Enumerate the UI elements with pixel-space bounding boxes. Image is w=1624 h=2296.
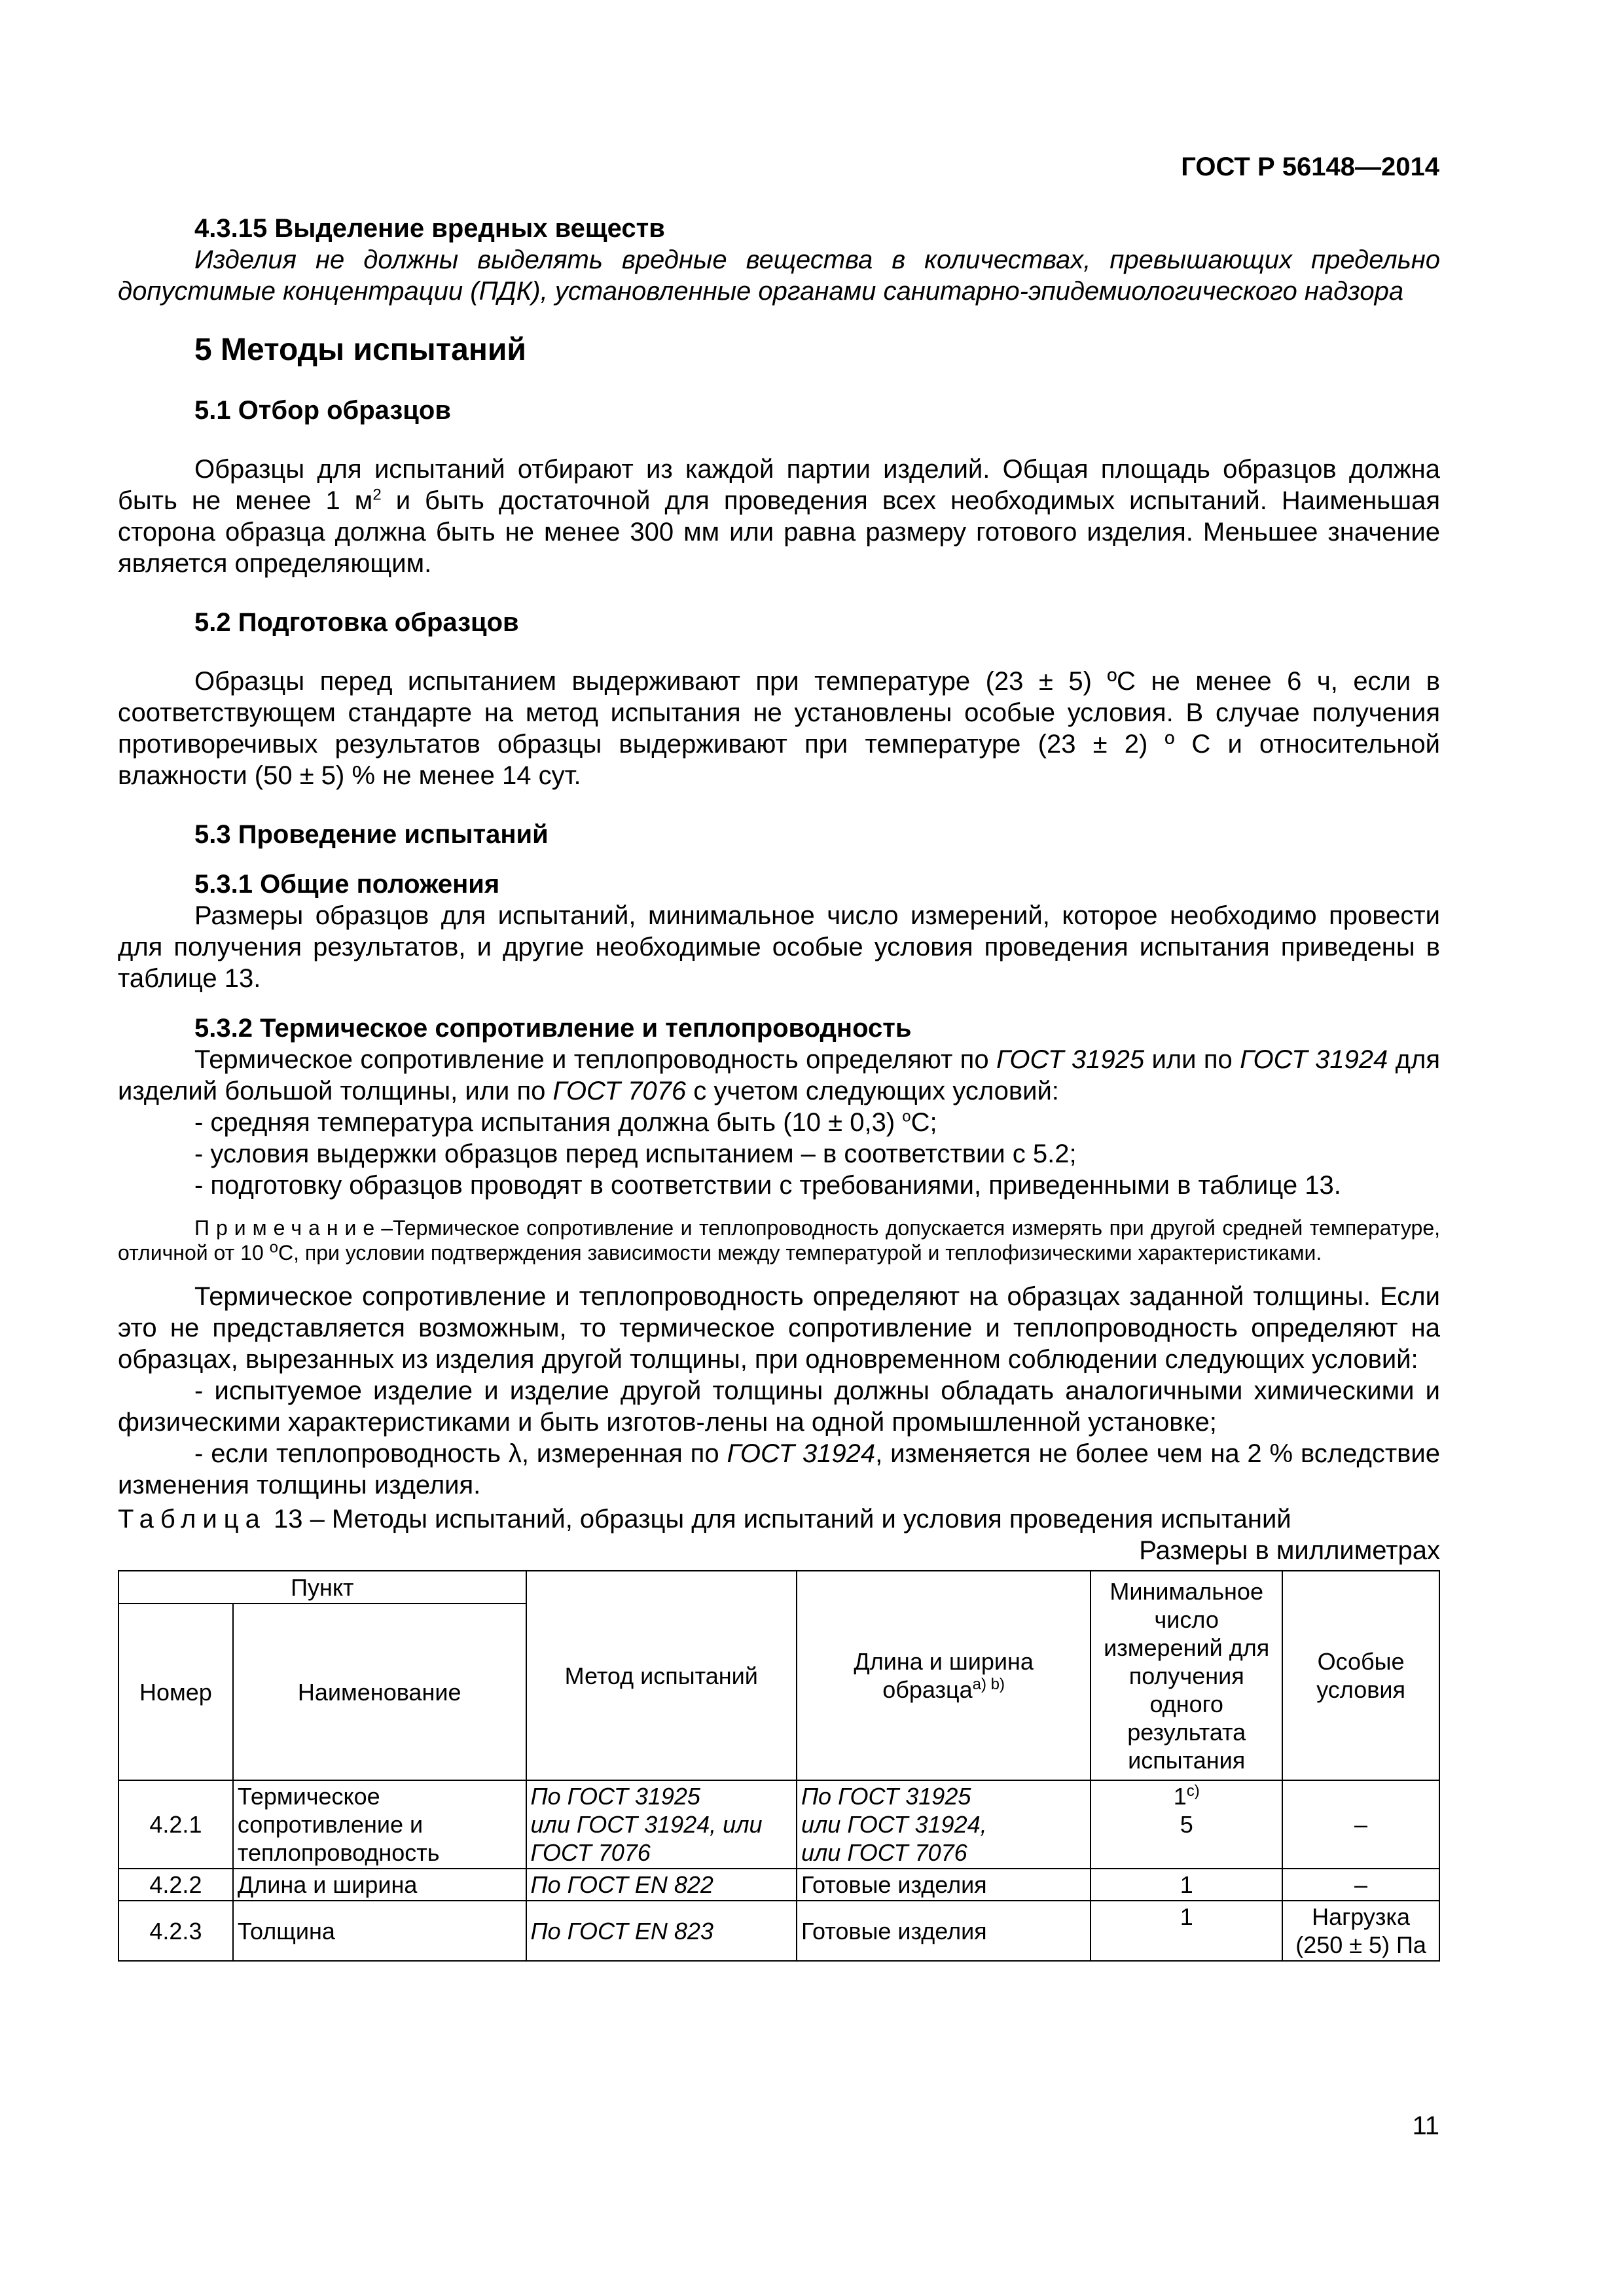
section-5-2-text: Образцы перед испытанием выдерживают при температуре (23 ± 5) ºС не менее 6 ч, если в соответствующем стандарте на метод испытания не установлены особые условия. В случае получения противоречивых результатов образцы выдерживают при температуре (23 ± 2) º С и относительной влажности (50 ± 5) % не менее 14 сут.: [118, 667, 1440, 790]
header-number: Номер: [118, 1604, 233, 1780]
section-5-1-title: 5.1 Отбор образцов: [194, 396, 451, 425]
list-item: - подготовку образцов проводят в соответствии с требованиями, приведенными в таблице 13.: [194, 1171, 1341, 1200]
page-number: 11: [1412, 2111, 1439, 2140]
section-5-3-2-title: 5.3.2 Термическое сопротивление и теплопроводность: [194, 1014, 912, 1043]
cell-special: –: [1282, 1869, 1439, 1901]
table-row: [118, 1780, 1439, 1869]
header-sample: Длина и ширина образца$^{a) b)}$: [797, 1571, 1091, 1780]
cell-special: Нагрузка (250 ± 5) Па: [1282, 1901, 1439, 1961]
cell-number: 4.2.1: [118, 1780, 233, 1869]
note-label: Примечание: [194, 1216, 382, 1240]
list-item: - испытуемое изделие и изделие другой толщины должны обладать аналогичными химическими и физическими характеристиками и быть изготов-лены на одной промышленной установке;: [118, 1376, 1440, 1437]
cell-min-count: 1: [1091, 1869, 1282, 1901]
table-units: Размеры в миллиметрах: [1139, 1536, 1440, 1565]
header-method: Метод испытаний: [526, 1571, 797, 1780]
note: Примечание–Термическое сопротивление и теплопроводность допускается измерять при другой средней температуре, отличной от 10 $^о$С, при условии подтверждения зависимости между температурой и теплофизическими характеристиками.: [118, 1216, 1440, 1265]
cell-special: –: [1282, 1780, 1439, 1869]
header-min-count: Минимальное число измерений для получения одного результата испытания: [1091, 1571, 1282, 1780]
cell-method: По ГОСТ 31925 или ГОСТ 31924, или ГОСТ 7076: [526, 1780, 797, 1869]
cell-name: Термическое сопротивление и теплопроводность: [233, 1780, 526, 1869]
section-5-3-title: 5.3 Проведение испытаний: [194, 820, 549, 849]
cell-sample: Готовые изделия: [797, 1869, 1091, 1901]
list-item: - если теплопроводность λ, измеренная по ГОСТ 31924, изменяется не более чем на 2 % вследствие изменения толщины изделия.: [118, 1439, 1440, 1499]
table-row: [118, 1869, 1439, 1901]
table-13: [118, 1570, 1440, 1962]
table-caption: Таблица 13 – Методы испытаний, образцы для испытаний и условия проведения испытаний: [118, 1505, 1291, 1534]
section-5-title: 5 Методы испытаний: [194, 332, 526, 367]
cell-number: 4.2.2: [118, 1869, 233, 1901]
section-5-3-1-text: Размеры образцов для испытаний, минимальное число измерений, которое необходимо провести для получения результатов, и другие необходимые особые условия проведения испытания приведены в таблице 13.: [118, 901, 1440, 993]
cell-method: По ГОСТ EN 822: [526, 1869, 797, 1901]
cell-sample: По ГОСТ 31925 или ГОСТ 31924, или ГОСТ 7076: [797, 1780, 1091, 1869]
cell-min-count: 1: [1091, 1901, 1282, 1961]
section-5-1-text: Образцы для испытаний отбирают из каждой партии изделий. Общая площадь образцов должна быть не менее 1 $м^2$ и быть достаточной для проведения всех необходимых испытаний. Наименьшая сторона образца должна быть не менее 300 мм или равна размеру готового изделия. Меньшее значение является определяющим.: [118, 455, 1441, 578]
table-row: [118, 1901, 1439, 1961]
section-4-3-15-text: Изделия не должны выделять вредные вещества в количествах, превышающих предельно допустимые концентрации (ПДК), установленные органами санитарно-эпидемиологического надзора: [118, 245, 1440, 306]
cell-min-count: 1$^{c)}$ 5: [1091, 1780, 1282, 1869]
section-4-3-15-title: 4.3.15 Выделение вредных веществ: [194, 214, 665, 243]
page-content: [118, 213, 1440, 1962]
section-5-3-1-title: 5.3.1 Общие положения: [194, 870, 500, 899]
header-item: Пункт: [118, 1571, 526, 1604]
cell-sample: Готовые изделия: [797, 1901, 1091, 1961]
list-item: - условия выдержки образцов перед испытанием – в соответствии с 5.2;: [194, 1139, 1077, 1168]
list-item: - средняя температура испытания должна быть (10 ± 0,3) $^o$С;: [194, 1107, 937, 1137]
header-name: Наименование: [233, 1604, 526, 1780]
section-5-3-2-paragraph-2: Термическое сопротивление и теплопроводность определяют на образцах заданной толщины. Если это не представляется возможным, то термическое сопротивление и теплопроводность определяют на образцах, вырезанных из изделия другой толщины, при одновременном соблюдении следующих условий:: [118, 1282, 1440, 1374]
header-special: Особые условия: [1282, 1571, 1439, 1780]
section-5-3-2-paragraph-1: Термическое сопротивление и теплопроводность определяют по ГОСТ 31925 или по ГОСТ 31924 для изделий большой толщины, или по ГОСТ 7076 с учетом следующих условий:: [118, 1045, 1440, 1105]
cell-name: Толщина: [233, 1901, 526, 1961]
cell-method: По ГОСТ EN 823: [526, 1901, 797, 1961]
document-code: ГОСТ Р 56148—2014: [1181, 152, 1439, 181]
section-5-2-title: 5.2 Подготовка образцов: [194, 608, 519, 637]
cell-number: 4.2.3: [118, 1901, 233, 1961]
cell-name: Длина и ширина: [233, 1869, 526, 1901]
